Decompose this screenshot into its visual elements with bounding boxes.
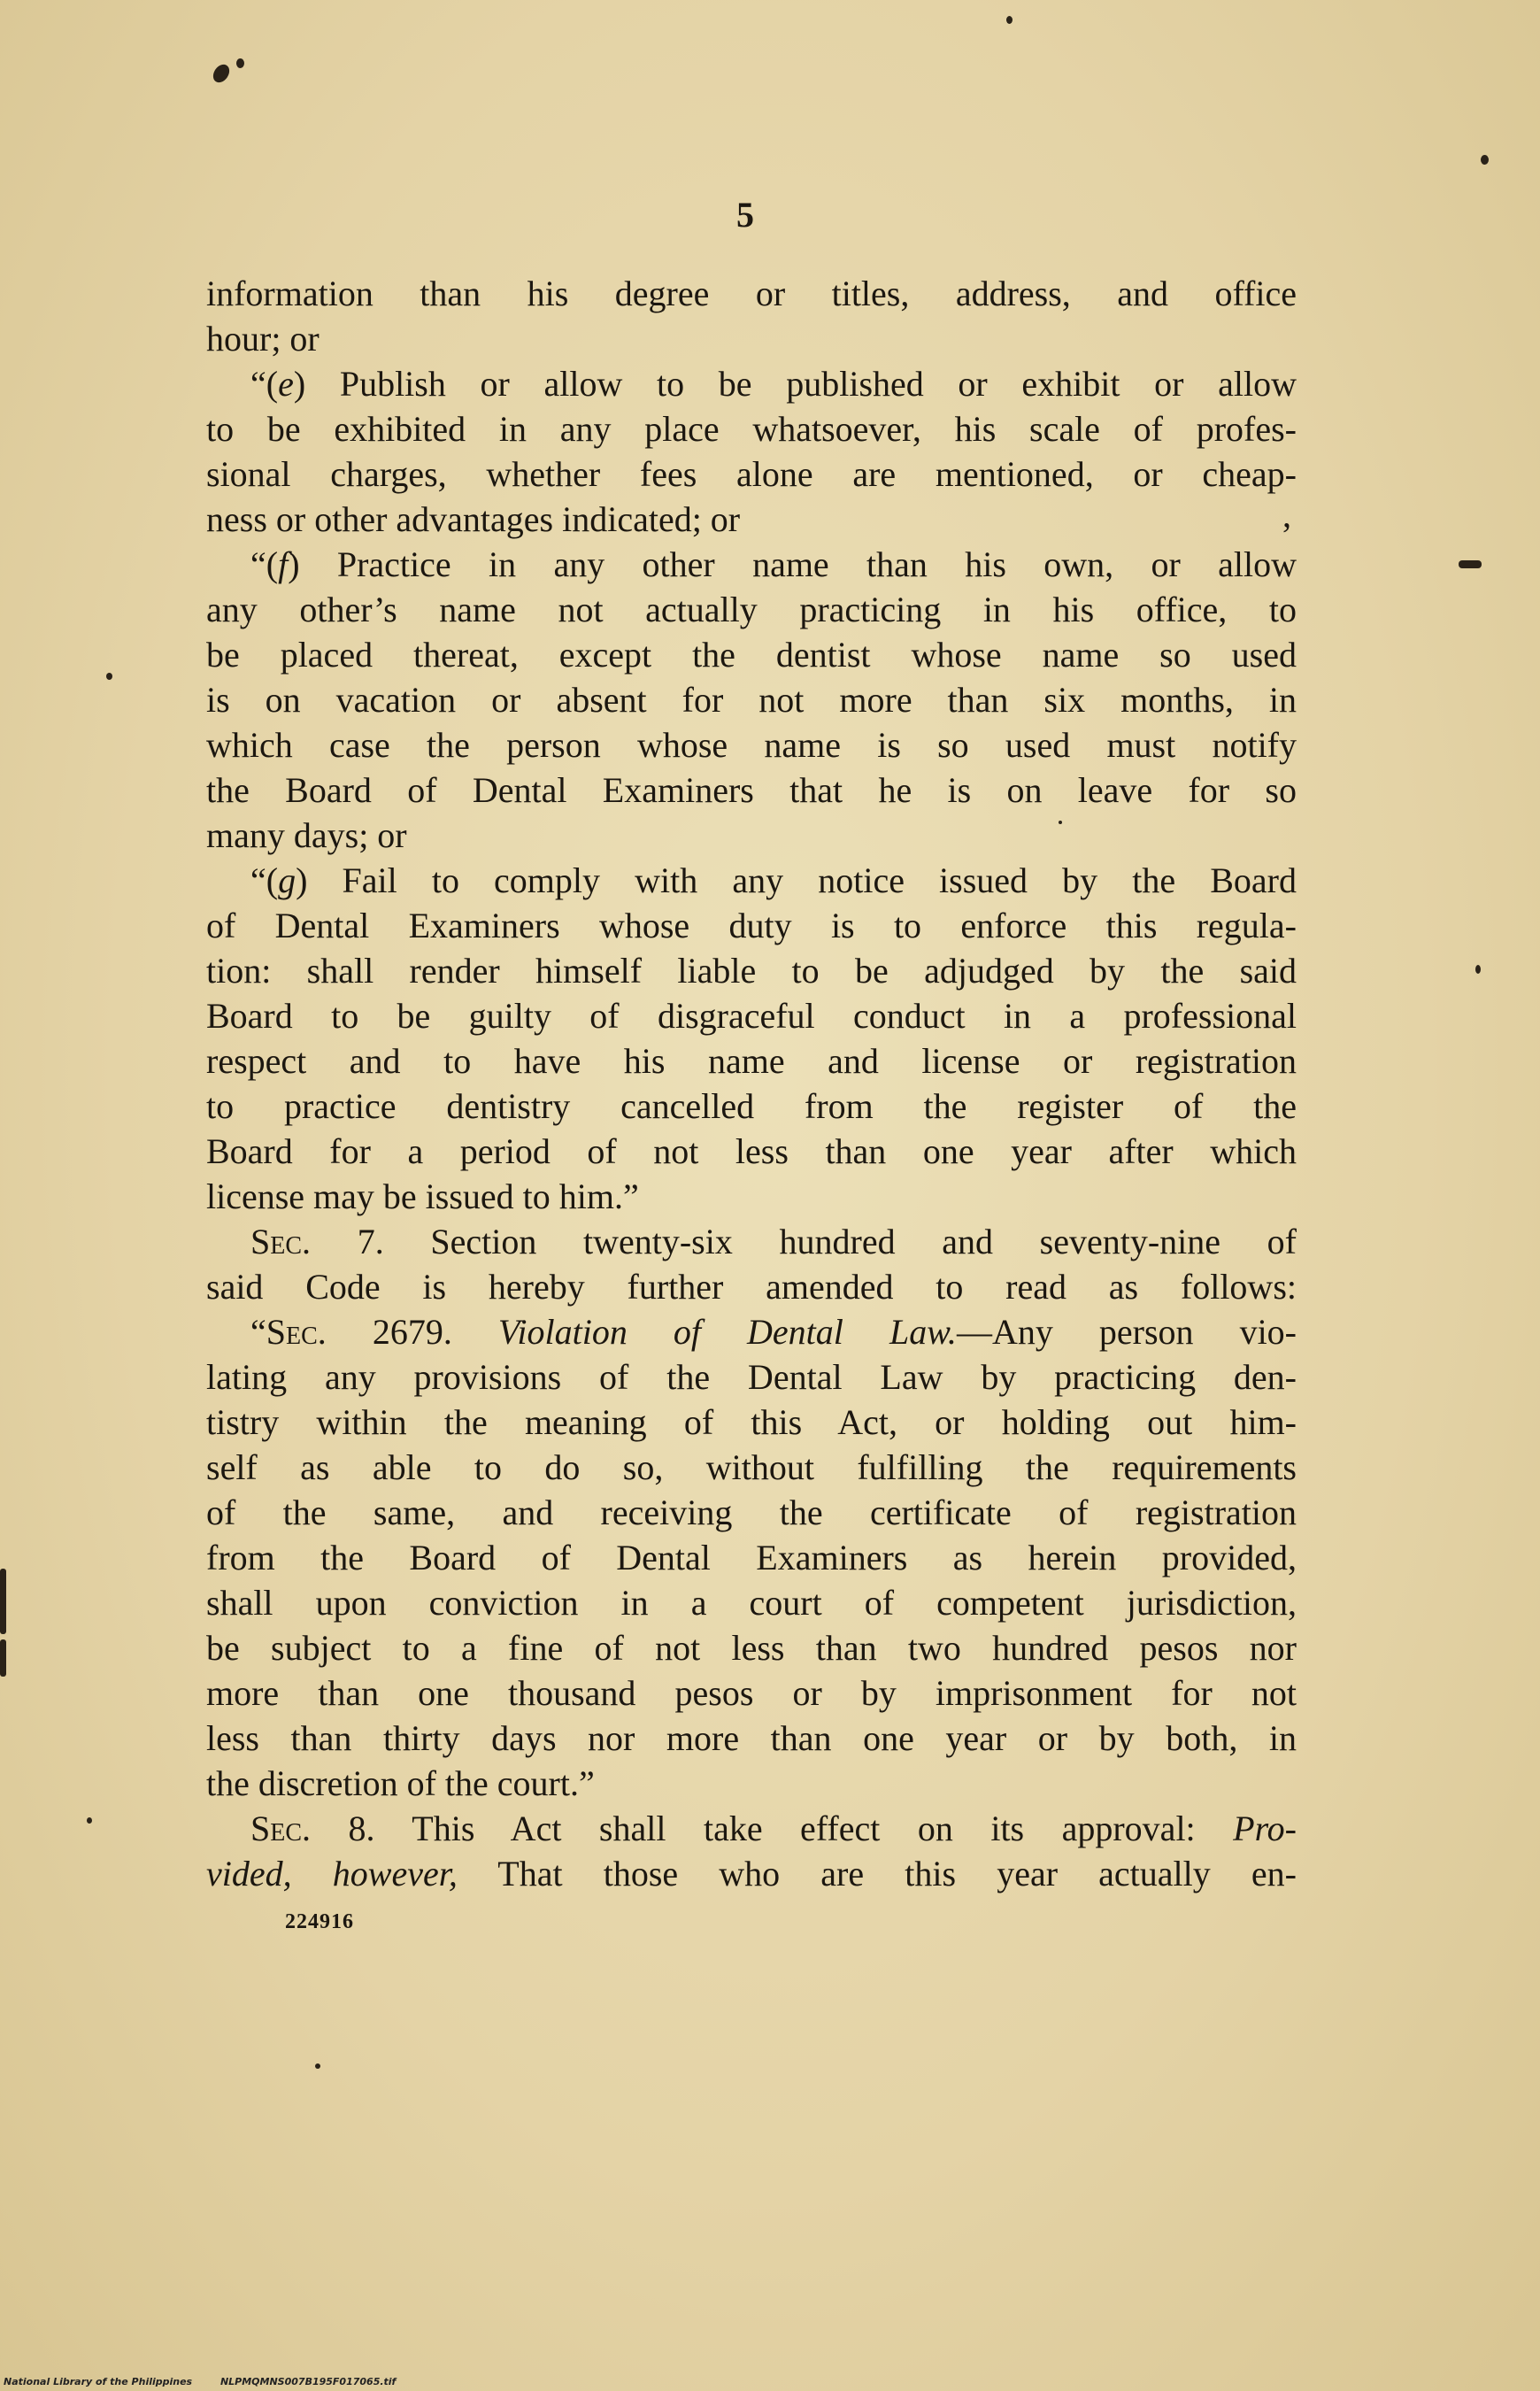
text-segment: of the same, and receiving the certificate of registration [206,1492,1297,1532]
text-line [206,813,1297,858]
text-line [206,1174,1297,1219]
scan-speck [236,58,244,68]
text-line [206,1580,1297,1625]
text-segment: ) Fail to comply with any notice issued by the Board [296,860,1297,900]
text-segment: tion: shall render himself liable to be adjudged by the said [206,951,1297,991]
text-line [206,1806,1297,1851]
text-line [206,271,1297,316]
text-segment: more than one thousand pesos or by imprisonment for not [206,1673,1297,1713]
text-line [206,542,1297,587]
text-segment: ) Publish or allow to be published or exhibit or allow [293,364,1297,404]
text-line [206,1761,1297,1806]
text-line [206,722,1297,767]
scan-speck [315,2063,320,2069]
text-segment: “( [250,544,279,584]
scan-speck [1459,560,1482,568]
text-line [206,903,1297,948]
text-line [206,1354,1297,1400]
text-segment: said Code is hereby further amended to read as follows: [206,1267,1297,1307]
scan-footer-caption [4,2376,420,2387]
scan-speck [1481,155,1489,165]
text-segment: many days; or [206,815,407,855]
scan-speck [210,61,233,85]
scan-speck [1475,965,1481,974]
text-segment: ness or other advantages indicated; or [206,499,741,539]
text-segment: Board for a period of not less than one year after which [206,1131,1297,1171]
text-segment: any other’s name not actually practicing in his office, to [206,590,1297,629]
scan-edge-mark [0,1569,6,1634]
text-segment: be subject to a fine of not less than two hundred pesos nor [206,1628,1297,1668]
italic-text: g [278,860,296,900]
text-line [206,316,1297,361]
text-line [206,497,1297,542]
text-line [206,767,1297,813]
italic-text: vided, however, [206,1854,458,1894]
italic-text: e [278,364,294,404]
text-line [206,1038,1297,1084]
text-segment: information than his degree or titles, address, and office [206,274,1297,313]
text-segment: shall upon conviction in a court of competent jurisdiction, [206,1583,1297,1623]
text-line [206,948,1297,993]
scan-file-id: NLPMQMNS007B195F017065.tif [219,2376,397,2387]
page-number: 5 [736,195,754,235]
text-line [206,1490,1297,1535]
text-segment: of Dental Examiners whose duty is to enforce this regula- [206,906,1297,945]
stray-comma-mark: , [1282,495,1291,535]
text-line [206,1445,1297,1490]
text-line [206,1670,1297,1716]
text-segment: . 8. This Act shall take effect on its approval: [302,1809,1234,1848]
scan-speck [87,1817,92,1824]
small-caps-text: Sec [250,1222,303,1261]
text-segment: sional charges, whether fees alone are mentioned, or cheap- [206,454,1297,494]
small-caps-text: Sec [266,1312,318,1352]
text-segment: “( [250,364,279,404]
text-segment: . 2679. [317,1312,498,1352]
text-line [206,1400,1297,1445]
text-segment: tistry within the meaning of this Act, or holding out him- [206,1402,1297,1442]
small-caps-text: Sec [250,1809,303,1848]
text-segment: respect and to have his name and license or registration [206,1041,1297,1081]
text-segment: license may be issued to him.” [206,1176,639,1216]
text-segment: hour; or [206,319,320,359]
italic-text: f [278,544,289,584]
text-line [206,1084,1297,1129]
text-segment: less than thirty days nor more than one year or by both, in [206,1718,1297,1758]
text-segment: to be exhibited in any place whatsoever, his scale of profes- [206,409,1297,449]
text-line [206,1309,1297,1354]
library-name: National Library of the Philippines [4,2376,193,2387]
text-line [206,677,1297,722]
text-segment: from the Board of Dental Examiners as herein provided, [206,1538,1297,1577]
text-segment: the Board of Dental Examiners that he is on leave for so [206,770,1297,810]
italic-text: Violation of Dental Law. [497,1312,957,1352]
text-line [206,1535,1297,1580]
text-segment: which case the person whose name is so used must notify [206,725,1297,765]
text-segment: . 7. Section twenty-six hundred and seventy-nine of [302,1222,1297,1261]
italic-text: Pro- [1233,1809,1297,1848]
text-segment: —Any person vio- [956,1312,1297,1352]
text-segment: “( [250,860,279,900]
scan-speck [1006,16,1013,24]
text-line [206,632,1297,677]
scan-speck [106,673,112,680]
text-line [206,451,1297,497]
text-segment: to practice dentistry cancelled from the register of the [206,1086,1297,1126]
text-line [206,1851,1297,1896]
text-segment: That those who are this year actually en- [457,1854,1297,1894]
text-line [206,993,1297,1038]
text-segment: be placed thereat, except the dentist whose name so used [206,635,1297,675]
text-line [206,406,1297,451]
text-segment: ) Practice in any other name than his own, or allow [288,544,1297,584]
print-code: 224916 [285,1910,354,1933]
text-line [206,1219,1297,1264]
text-segment: is on vacation or absent for not more than six months, in [206,680,1297,720]
text-segment: “ [250,1312,266,1352]
text-segment: lating any provisions of the Dental Law by practicing den- [206,1357,1297,1397]
text-line [206,1716,1297,1761]
text-segment: the discretion of the court.” [206,1763,595,1803]
text-segment: Board to be guilty of disgraceful conduct in a professional [206,996,1297,1036]
text-line [206,1264,1297,1309]
text-line [206,1129,1297,1174]
text-segment: self as able to do so, without fulfilling the requirements [206,1447,1297,1487]
body-text [206,271,1297,1896]
text-line [206,361,1297,406]
scan-speck [1059,821,1062,824]
text-line [206,1625,1297,1670]
scan-edge-mark [0,1639,6,1677]
text-line [206,858,1297,903]
text-line [206,587,1297,632]
